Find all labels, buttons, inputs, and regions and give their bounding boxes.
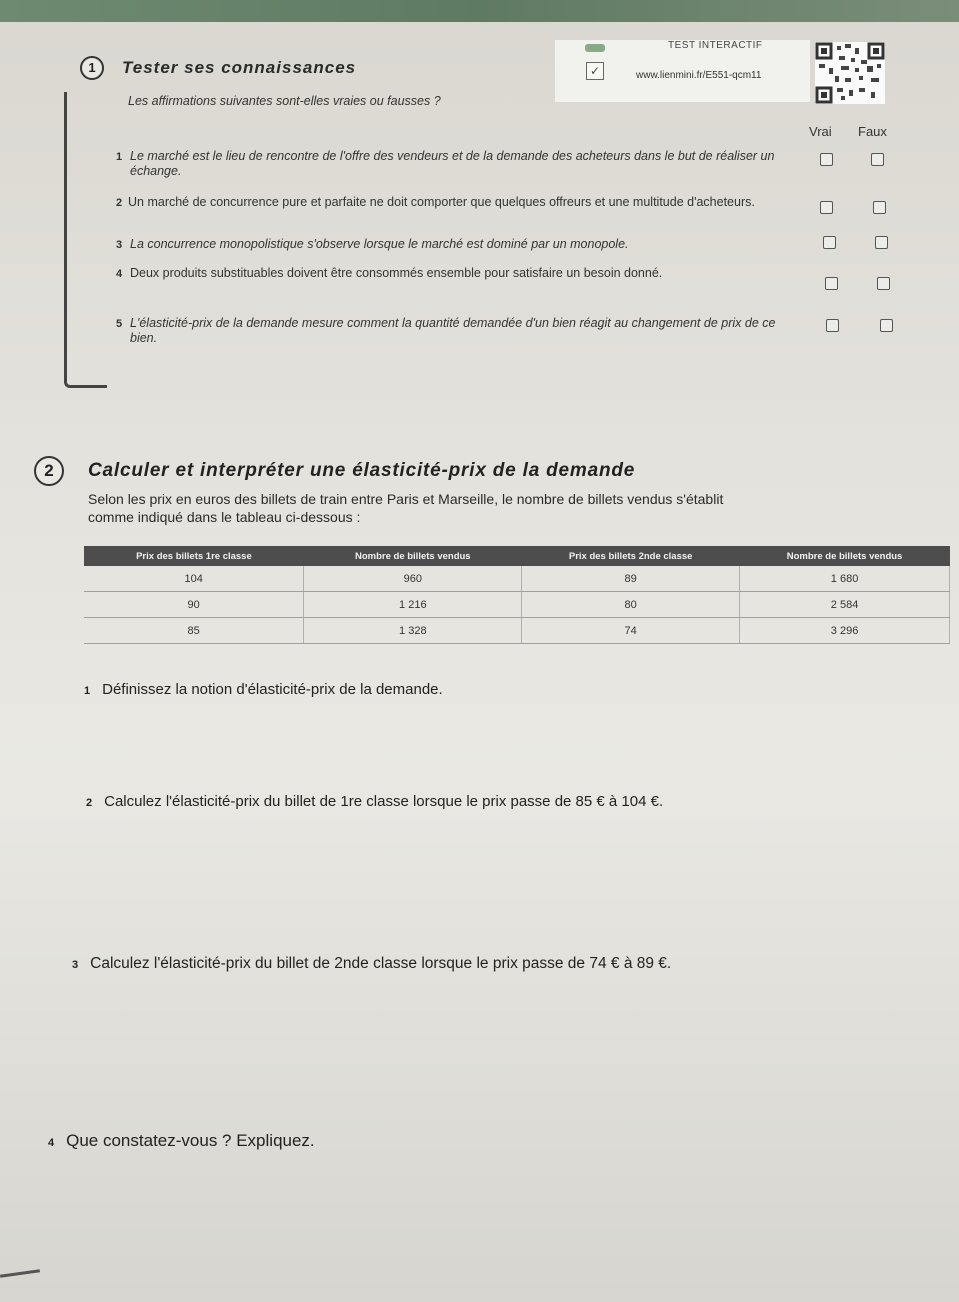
header-price-first-class: Prix des billets 1re classe [84, 546, 304, 566]
checkbox-true-3[interactable] [823, 236, 836, 249]
checkbox-true-4[interactable] [825, 277, 838, 290]
statement-4: Deux produits substituables doivent être consommés ensemble pour satisfaire un besoin donné. [130, 266, 663, 280]
column-false: Faux [858, 124, 887, 139]
section1-title: Tester ses connaissances [122, 58, 357, 77]
table-cell: 1 216 [304, 592, 522, 618]
question-number: 2 [86, 797, 93, 809]
checkbox-icon: ✓ [586, 62, 604, 80]
interactive-test-url[interactable]: www.lienmini.fr/E551-qcm11 [636, 70, 762, 81]
table-header-row [84, 546, 950, 566]
header-price-second-class: Prix des billets 2nde classe [522, 546, 740, 566]
checkbox-false-4[interactable] [877, 277, 890, 290]
ticket-table [84, 546, 950, 644]
question-2 [86, 793, 663, 810]
checkbox-false-3[interactable] [875, 236, 888, 249]
header-tickets-sold-second: Nombre de billets vendus [740, 546, 950, 566]
top-band [0, 0, 959, 22]
section2-number: 2 [34, 456, 64, 486]
statement-number: 5 [116, 318, 123, 330]
question-text: Calculez l'élasticité-prix du billet de 1re classe lorsque le prix passe de 85 € à 104 €. [104, 793, 664, 810]
statement-1: Le marché est le lieu de rencontre de l'offre des vendeurs et de la demande des acheteurs dans le but de réaliser un échange. [130, 149, 775, 178]
table-cell: 104 [84, 566, 304, 592]
statement-number: 2 [116, 197, 123, 209]
checkbox-false-2[interactable] [873, 201, 886, 214]
table-cell: 89 [522, 566, 740, 592]
section2-intro-line1: Selon les prix en euros des billets de train entre Paris et Marseille, le nombre de billets vendus s'établit [88, 491, 724, 507]
question-text: Que constatez-vous ? Expliquez. [66, 1131, 315, 1150]
checkbox-false-1[interactable] [871, 153, 884, 166]
question-number: 1 [84, 685, 91, 697]
bottom-divider [0, 1269, 40, 1278]
table-cell: 1 680 [740, 566, 950, 592]
question-text: Définissez la notion d'élasticité-prix de la demande. [102, 681, 443, 698]
table-cell: 1 328 [304, 618, 522, 644]
checkbox-true-1[interactable] [820, 153, 833, 166]
statement-5: L'élasticité-prix de la demande mesure comment la quantité demandée d'un bien réagit au changement de prix de ce bien. [130, 316, 776, 345]
table-cell: 3 296 [740, 618, 950, 644]
statement-number: 3 [116, 239, 123, 251]
table-cell: 85 [84, 618, 304, 644]
table-row [84, 618, 950, 644]
statement-number: 4 [116, 268, 123, 280]
question-1 [84, 681, 443, 698]
question-number: 3 [72, 959, 79, 971]
interactive-test-label: TEST INTERACTIF [668, 40, 763, 51]
question-3 [72, 955, 671, 973]
checkbox-false-5[interactable] [880, 319, 893, 332]
column-true: Vrai [809, 124, 832, 139]
section1-bracket [64, 98, 107, 388]
question-text: Calculez l'élasticité-prix du billet de 2nde classe lorsque le prix passe de 74 € à 89 €. [90, 955, 672, 972]
section1-number: 1 [80, 56, 104, 80]
header-tickets-sold-first: Nombre de billets vendus [304, 546, 522, 566]
section1-subtitle: Les affirmations suivantes sont-elles vraies ou fausses ? [128, 94, 441, 108]
table-cell: 2 584 [740, 592, 950, 618]
table-cell: 74 [522, 618, 740, 644]
table-cell: 80 [522, 592, 740, 618]
table-row [84, 592, 950, 618]
question-4 [48, 1131, 315, 1151]
qcm-badge-icon [585, 44, 605, 52]
qr-code-icon [815, 42, 885, 104]
statement-2: Un marché de concurrence pure et parfaite ne doit comporter que quelques offreurs et une multitude d'acheteurs. [128, 195, 755, 209]
section2-title: Calculer et interpréter une élasticité-prix de la demande [88, 460, 636, 481]
table-cell: 90 [84, 592, 304, 618]
table-row [84, 566, 950, 592]
statement-number: 1 [116, 151, 123, 163]
section2-intro-line2: comme indiqué dans le tableau ci-dessous : [88, 509, 361, 525]
statement-3: La concurrence monopolistique s'observe lorsque le marché est dominé par un monopole. [130, 237, 629, 251]
checkbox-true-5[interactable] [826, 319, 839, 332]
checkbox-true-2[interactable] [820, 201, 833, 214]
table-cell: 960 [304, 566, 522, 592]
question-number: 4 [48, 1137, 55, 1149]
